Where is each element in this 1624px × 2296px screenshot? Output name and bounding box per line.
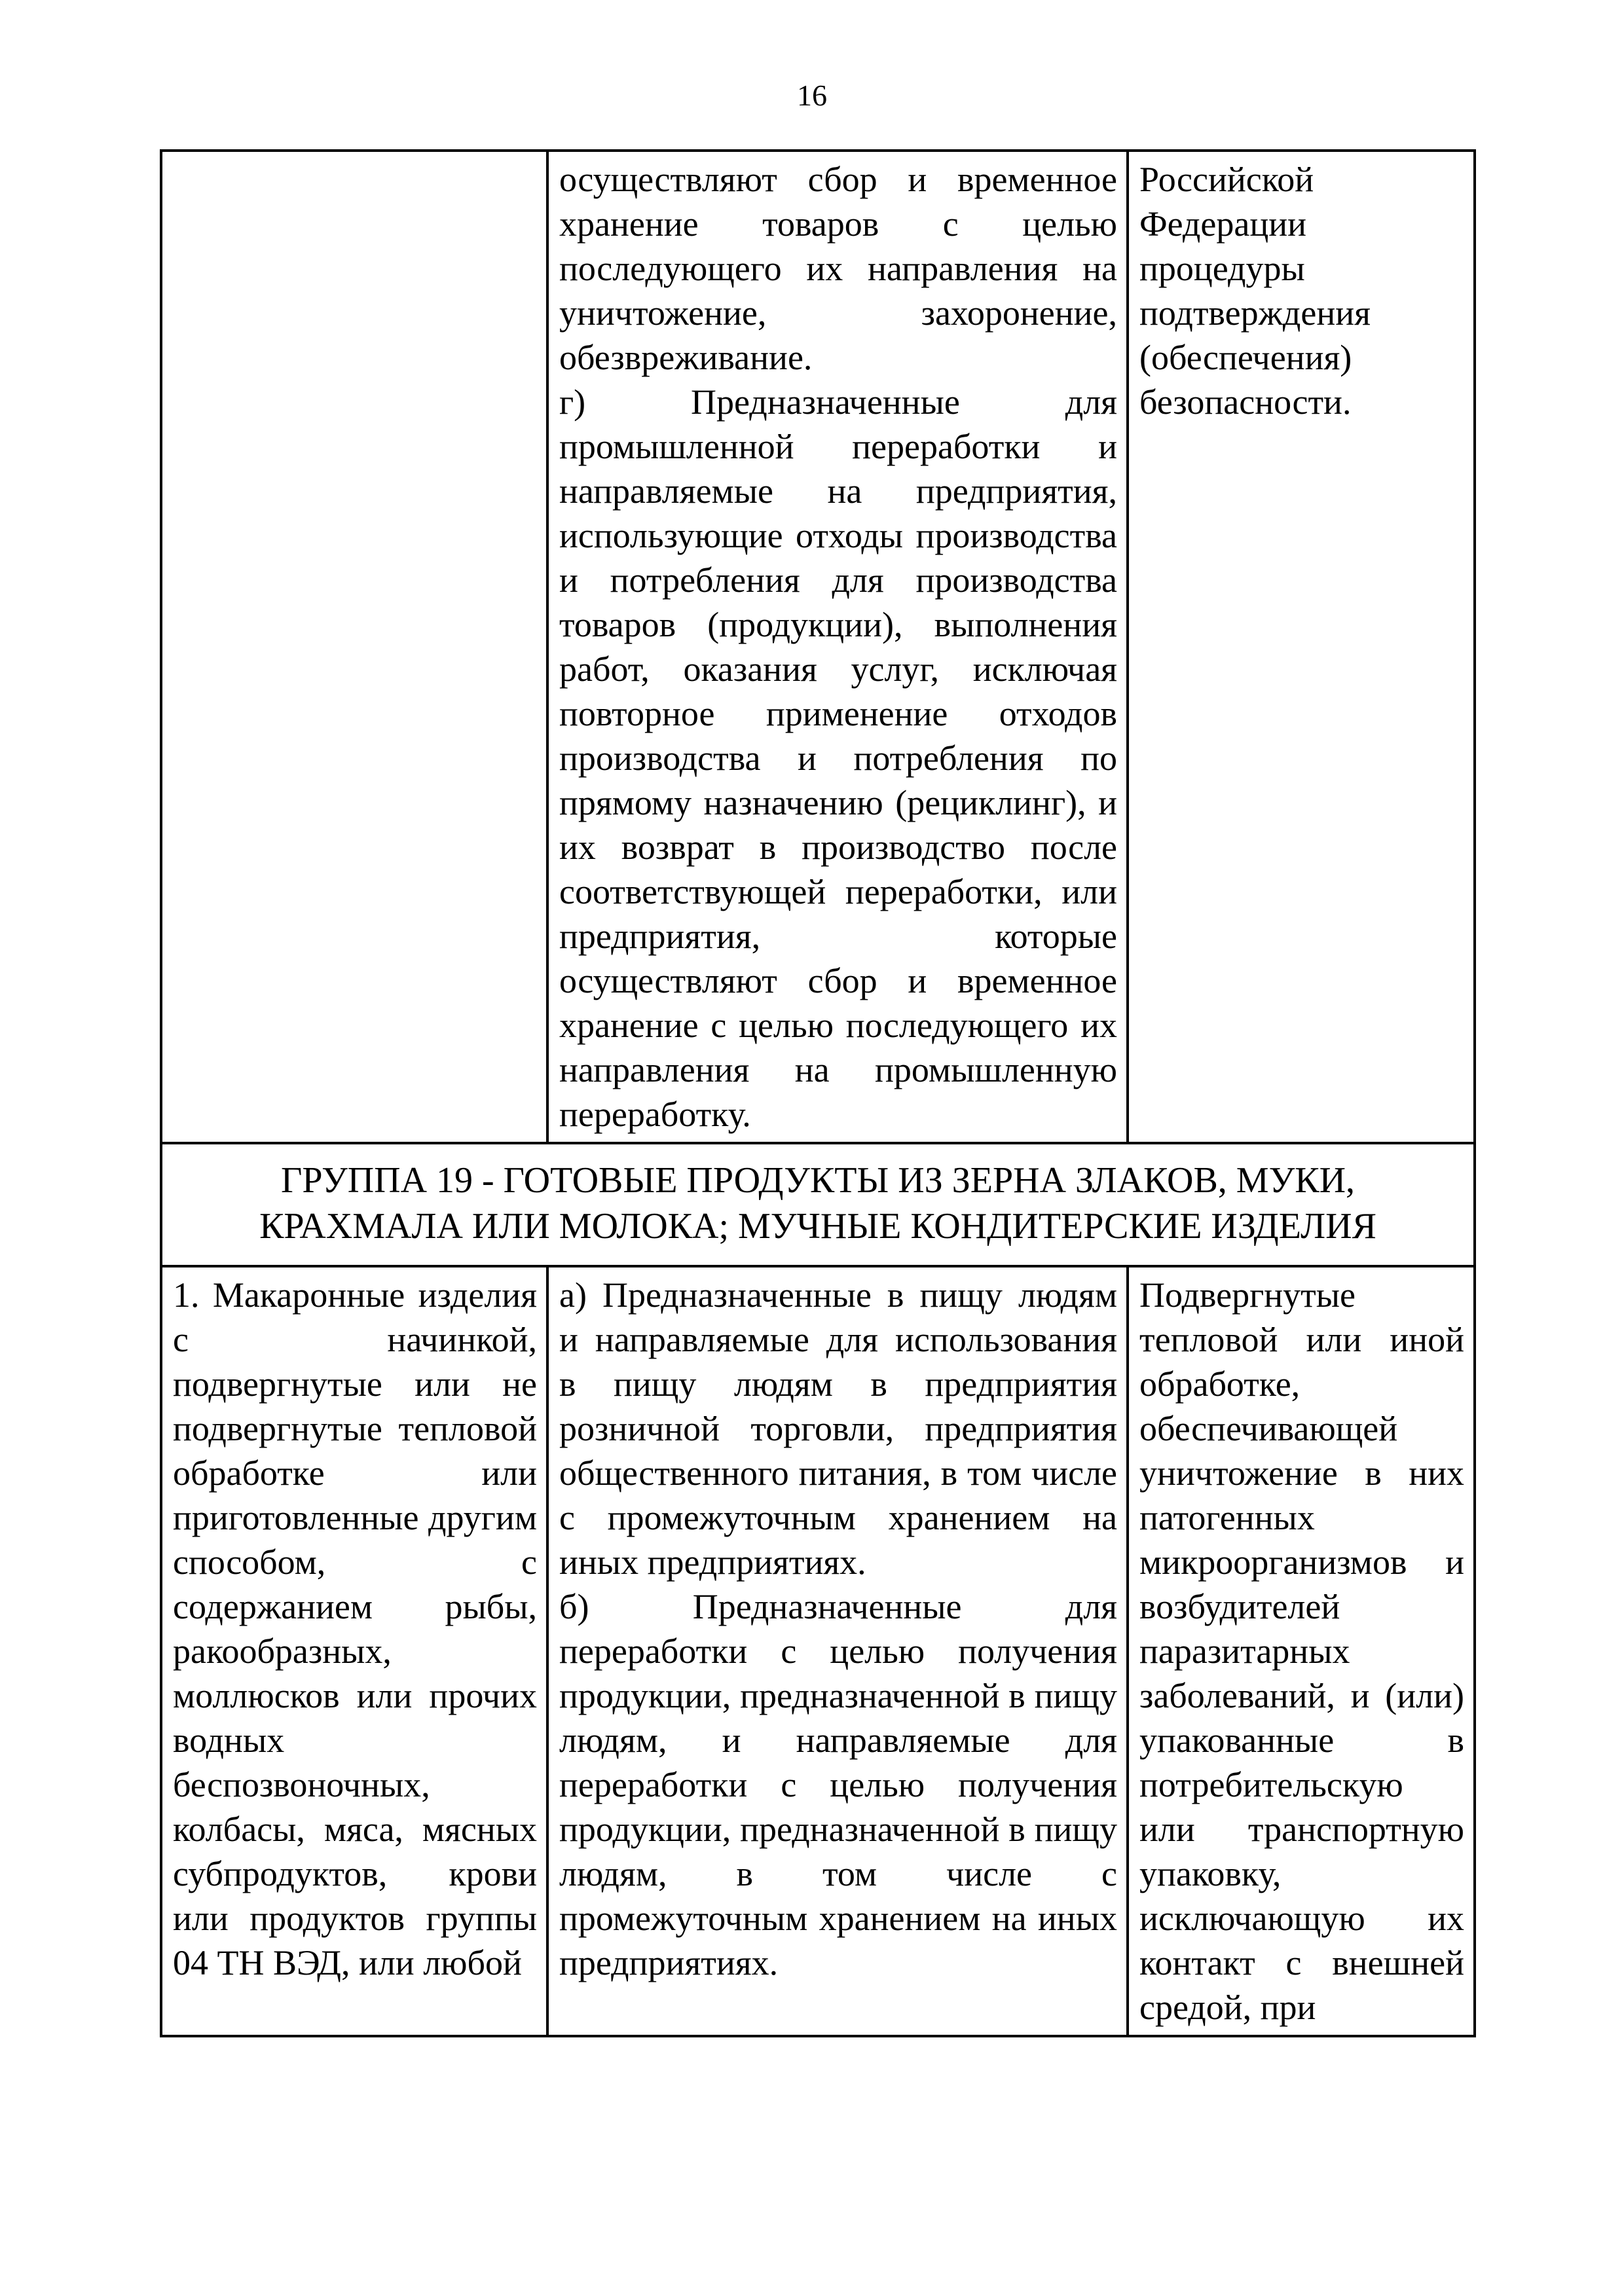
group-header-line-2: КРАХМАЛА ИЛИ МОЛОКА; МУЧНЫЕ КОНДИТЕРСКИЕ ИЗДЕЛИЯ (259, 1206, 1376, 1247)
cell-text: а) Предназначенные в пищу людям и направляемые для использования в пищу людям в предприятия розничной торговли, предприятия общественного питания, в том числе с промежуточным хранением на иных предприятиях. б) Предназначенные для переработки с целью получения продукции, предназначенной в пищу людям, и направляемые для переработки с целью получения продукции, предназначенной в пищу людям, в том числе с промежуточным хранением на иных предприятиях. (559, 1275, 1117, 1982)
page-number: 16 (797, 79, 827, 112)
cell-text: осуществляют сбор и временное хранение товаров с целью последующего их направления на уничтожение, захоронение, обезвреживание. г) Предназначенные для промышленной переработки и направляемые на предприятия, использующие отходы производства и потребления для производства товаров (продукции), выполнения работ, оказания услуг, исключая повторное применение отходов производства и потребления по прямому назначению (рециклинг), и их возврат в производство после соответствующей переработки, или предприятия, которые осуществляют сбор и временное хранение с целью последующего их направления на промышленную переработку. (559, 160, 1117, 1134)
table-cell-col1 (161, 1266, 547, 2036)
group-header-line-1: ГРУППА 19 - ГОТОВЫЕ ПРОДУКТЫ ИЗ ЗЕРНА ЗЛАКОВ, МУКИ, (280, 1160, 1356, 1201)
table-cell-col2 (547, 1266, 1128, 2036)
cell-text: Российской Федерации процедуры подтверждения (обеспечения) безопасности. (1139, 160, 1371, 422)
table-cell-col3 (1128, 1266, 1475, 2036)
cell-text: Подвергнутые тепловой или иной обработке, обеспечивающей уничтожение в них патогенных микроорганизмов и возбудителей паразитарных заболеваний, и (или) упакованные в потребительскую или транспортную упаковку, исключающую их контакт с внешней средой, при (1139, 1275, 1464, 2027)
regulation-table (160, 149, 1476, 2037)
group-header-row (161, 1143, 1475, 1266)
group-header-cell (161, 1143, 1475, 1266)
table-cell-col3 (1128, 151, 1475, 1143)
cell-text: 1. Макаронные изделия с начинкой, подвергнутые или не подвергнутые тепловой обработке или приготовленные другим способом, с содержанием рыбы, ракообразных, моллюсков или прочих водных беспозвоночных, колбасы, мяса, мясных субпродуктов, крови или продуктов группы 04 ТН ВЭД, или любой (173, 1275, 537, 1982)
table-cell-col2 (547, 151, 1128, 1143)
table-row (161, 1266, 1475, 2036)
table-cell-col1 (161, 151, 547, 1143)
table-row (161, 151, 1475, 1143)
